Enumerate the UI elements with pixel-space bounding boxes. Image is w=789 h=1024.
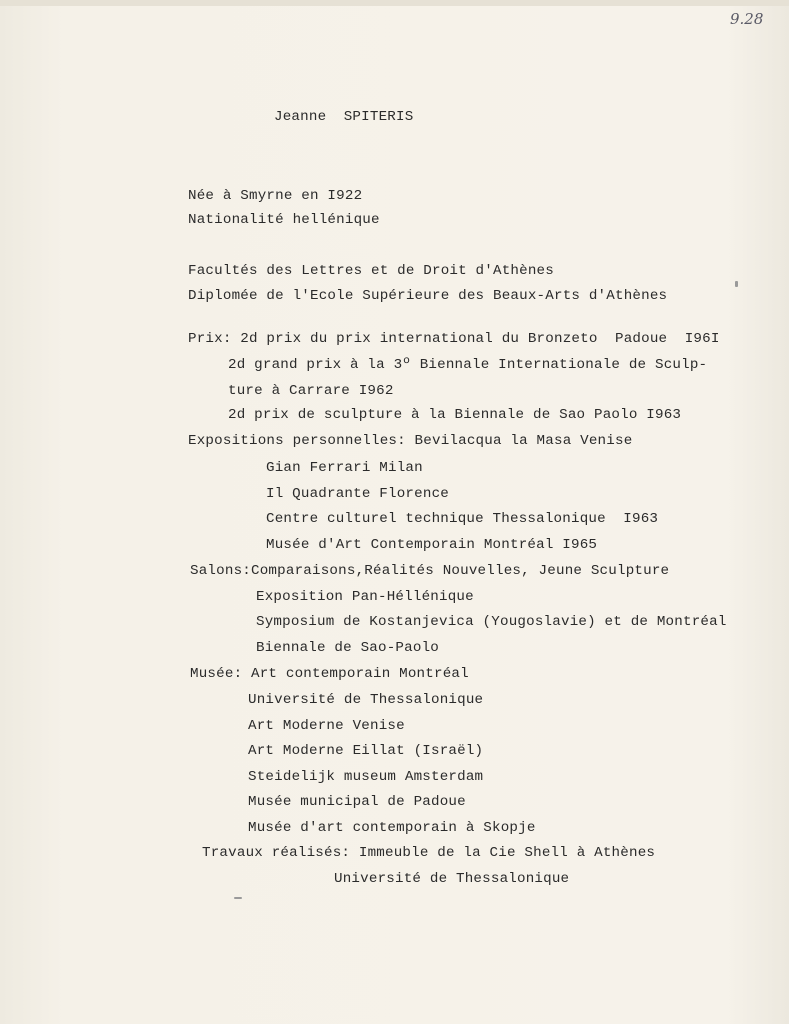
- musee-item: Steidelijk museum Amsterdam: [248, 769, 484, 785]
- musee-item: Art Moderne Venise: [248, 718, 405, 734]
- education-line-1: Facultés des Lettres et de Droit d'Athènes: [188, 263, 554, 279]
- prix-line-3: ture à Carrare I962: [228, 383, 394, 399]
- prix-line-2: 2d grand prix à la 3º Biennale Internationale de Sculp-: [228, 357, 708, 373]
- musee-item: Musée d'art contemporain à Skopje: [248, 820, 536, 836]
- nationality-line: Nationalité hellénique: [188, 212, 380, 228]
- exposition-item: Centre culturel technique Thessalonique I963: [266, 511, 659, 527]
- ink-speck: [735, 281, 738, 287]
- prix-line-4: 2d prix de sculpture à la Biennale de Sao Paolo I963: [228, 407, 682, 423]
- travaux-heading: Travaux réalisés: Immeuble de la Cie Shell à Athènes: [202, 845, 656, 861]
- musee-heading: Musée: Art contemporain Montréal: [190, 666, 469, 682]
- salon-item: Symposium de Kostanjevica (Yougoslavie) et de Montréal: [256, 614, 727, 630]
- ink-speck: [234, 897, 242, 899]
- prix-line-1: Prix: 2d prix du prix international du Bronzeto Padoue I96I: [188, 331, 720, 347]
- musee-item: Université de Thessalonique: [248, 692, 484, 708]
- salon-item: Exposition Pan-Héllénique: [256, 589, 474, 605]
- travaux-item: Université de Thessalonique: [334, 871, 570, 887]
- exposition-item: Musée d'Art Contemporain Montréal I965: [266, 537, 598, 553]
- exposition-item: Gian Ferrari Milan: [266, 460, 423, 476]
- salon-item: Biennale de Sao-Paolo: [256, 640, 439, 656]
- page-number-note: 9.28: [730, 10, 764, 28]
- document-title: Jeanne SPITERIS: [274, 109, 414, 125]
- expositions-heading: Expositions personnelles: Bevilacqua la Masa Venise: [188, 433, 633, 449]
- musee-item: Art Moderne Eillat (Israël): [248, 743, 484, 759]
- paper-top-edge: [0, 0, 789, 6]
- exposition-item: Il Quadrante Florence: [266, 486, 449, 502]
- salons-heading: Salons:Comparaisons,Réalités Nouvelles, Jeune Sculpture: [190, 563, 670, 579]
- birth-line: Née à Smyrne en I922: [188, 188, 363, 204]
- education-line-2: Diplomée de l'Ecole Supérieure des Beaux-Arts d'Athènes: [188, 288, 668, 304]
- musee-item: Musée municipal de Padoue: [248, 794, 466, 810]
